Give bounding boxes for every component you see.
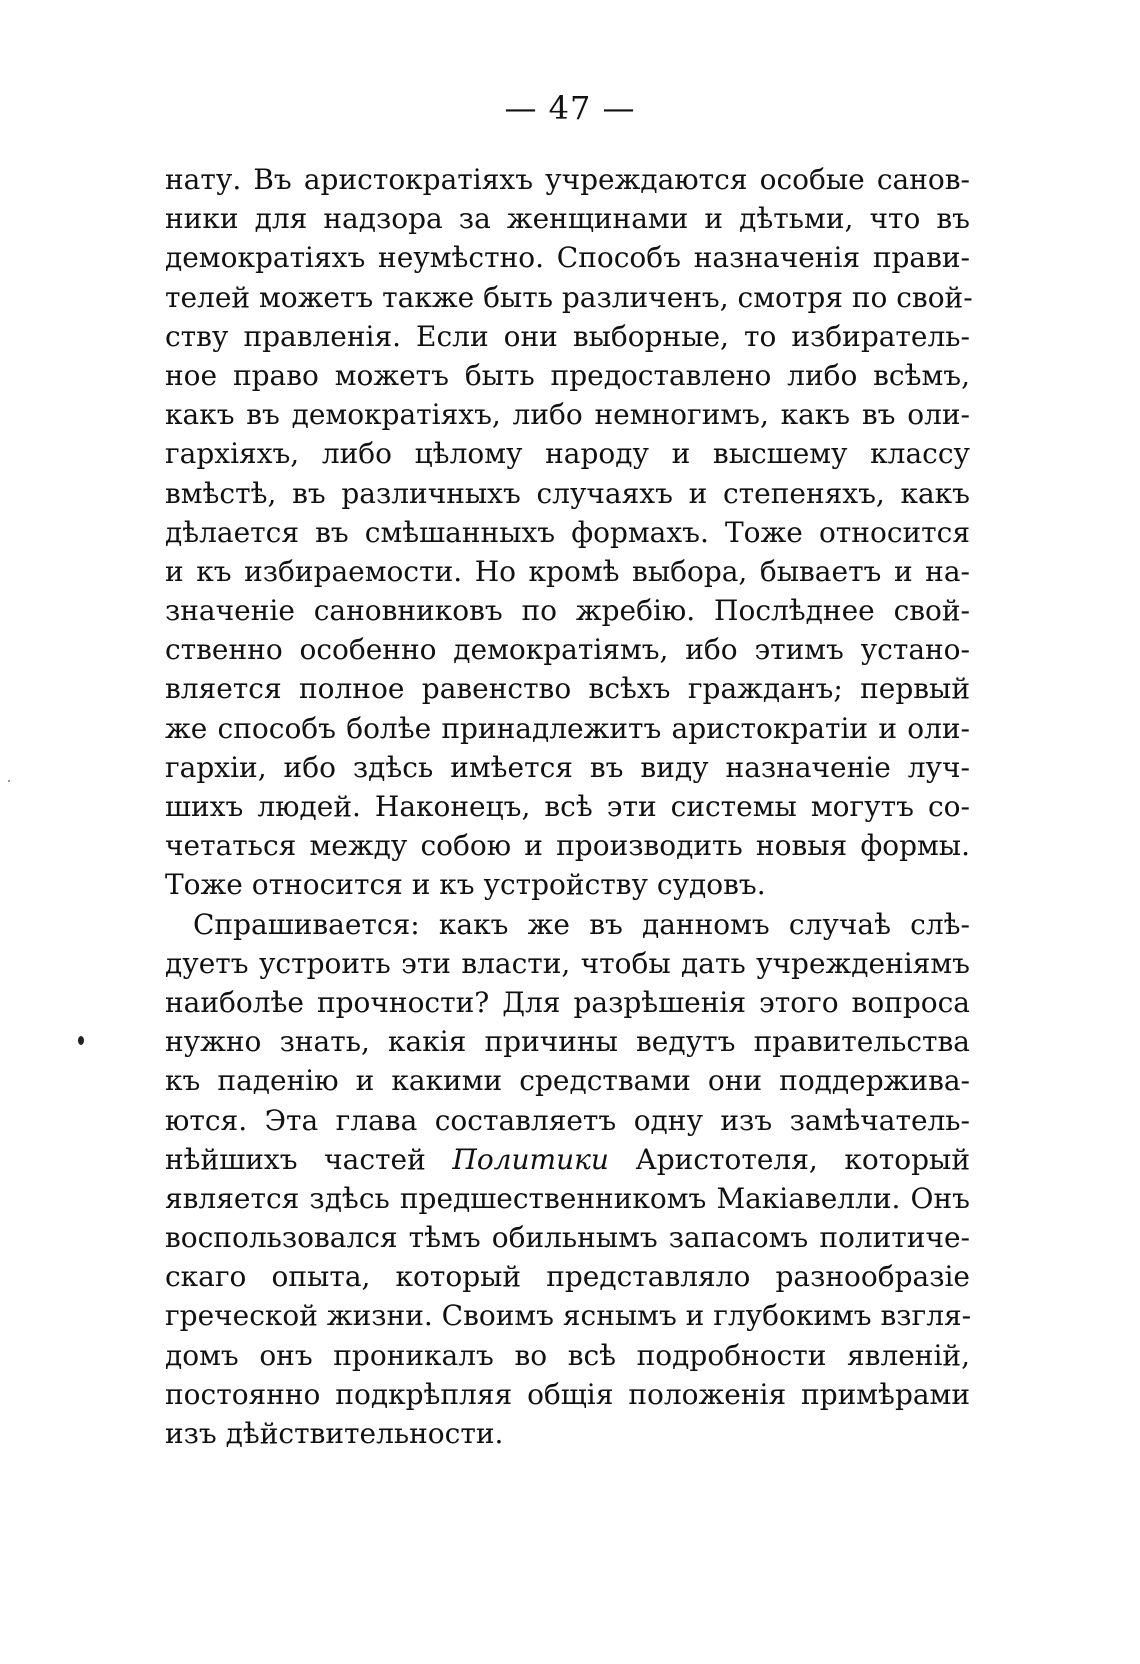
text-fragment: нѣйшихъ частей <box>165 1142 453 1176</box>
text-line: является здѣсь предшественникомъ Макіавелли. Онъ <box>165 1181 970 1215</box>
ink-speck <box>8 780 10 782</box>
text-line: воспользовался тѣмъ обильнымъ запасомъ политиче- <box>165 1221 970 1255</box>
text-line: ственно особенно демократіямъ, ибо этимъ устано- <box>165 633 970 667</box>
text-line: изъ дѣйствительности. <box>165 1417 504 1450</box>
text-line: вляется полное равенство всѣхъ гражданъ; первый <box>165 672 970 706</box>
paragraph-1 <box>165 160 973 905</box>
body-text <box>165 160 973 1453</box>
text-line: скаго опыта, который представляло разнообразіе <box>165 1260 970 1294</box>
text-line: демократіяхъ неумѣстно. Способъ назначенія прави- <box>165 241 970 275</box>
text-line: домъ онъ проникалъ во всѣ подробности явленій, <box>165 1338 970 1372</box>
text-line: дуетъ устроить эти власти, чтобы дать учрежденіямъ <box>165 946 970 980</box>
text-line: и къ избираемости. Но кромѣ выбора, бываетъ и на- <box>165 554 970 588</box>
text-line: ются. Эта глава составляетъ одну изъ замѣчатель- <box>165 1103 970 1137</box>
text-line: постоянно подкрѣпляя общія положенія примѣрами <box>165 1377 970 1411</box>
text-line: ству правленія. Если они выборные, то избиратель- <box>165 319 970 353</box>
text-line: гархіяхъ, либо цѣлому народу и высшему классу <box>165 437 970 471</box>
text-line: нужно знать, какія причины ведутъ правительства <box>165 1025 970 1059</box>
text-line: телей можетъ также быть различенъ, смотря по свой- <box>165 280 973 314</box>
text-line: же способъ болѣе принадлежитъ аристократіи и оли- <box>165 711 970 745</box>
text-line: какъ въ демократіяхъ, либо немногимъ, какъ въ оли- <box>165 398 970 432</box>
text-line: нату. Въ аристократіяхъ учреждаются особые санов- <box>165 163 970 196</box>
italic-title: Политики <box>452 1142 609 1176</box>
text-line: греческой жизни. Своимъ яснымъ и глубокимъ взгля- <box>165 1299 972 1333</box>
text-line: четаться между собою и производить новыя формы. <box>165 829 970 863</box>
page-number: — 47 — <box>504 89 636 127</box>
text-line: вмѣстѣ, въ различныхъ случаяхъ и степеняхъ, какъ <box>165 476 970 510</box>
text-line: ники для надзора за женщинами и дѣтьми, что въ <box>165 202 970 236</box>
text-line: наиболѣе прочности? Для разрѣшенія этого вопроса <box>165 985 970 1019</box>
text-line: ное право можетъ быть предоставлено либо всѣмъ, <box>165 358 970 392</box>
text-line: шихъ людей. Наконецъ, всѣ эти системы могутъ со- <box>165 790 970 823</box>
text-line: Тоже относится и къ устройству судовъ. <box>165 868 766 902</box>
text-line-with-italic <box>165 1140 970 1179</box>
text-fragment: Аристотеля, который <box>608 1142 971 1176</box>
text-line: значеніе сановниковъ по жребію. Послѣднее свой- <box>165 594 970 628</box>
text-line: дѣлается въ смѣшанныхъ формахъ. Тоже относится <box>165 515 970 549</box>
ink-speck <box>78 1036 84 1045</box>
paragraph-2 <box>165 905 970 1454</box>
text-line: гархіи, ибо здѣсь имѣется въ виду назначеніе луч- <box>165 750 970 784</box>
text-line: Спрашивается: какъ же въ данномъ случаѣ слѣ- <box>193 907 970 941</box>
text-line: къ паденію и какими средствами они поддержива- <box>165 1064 970 1098</box>
